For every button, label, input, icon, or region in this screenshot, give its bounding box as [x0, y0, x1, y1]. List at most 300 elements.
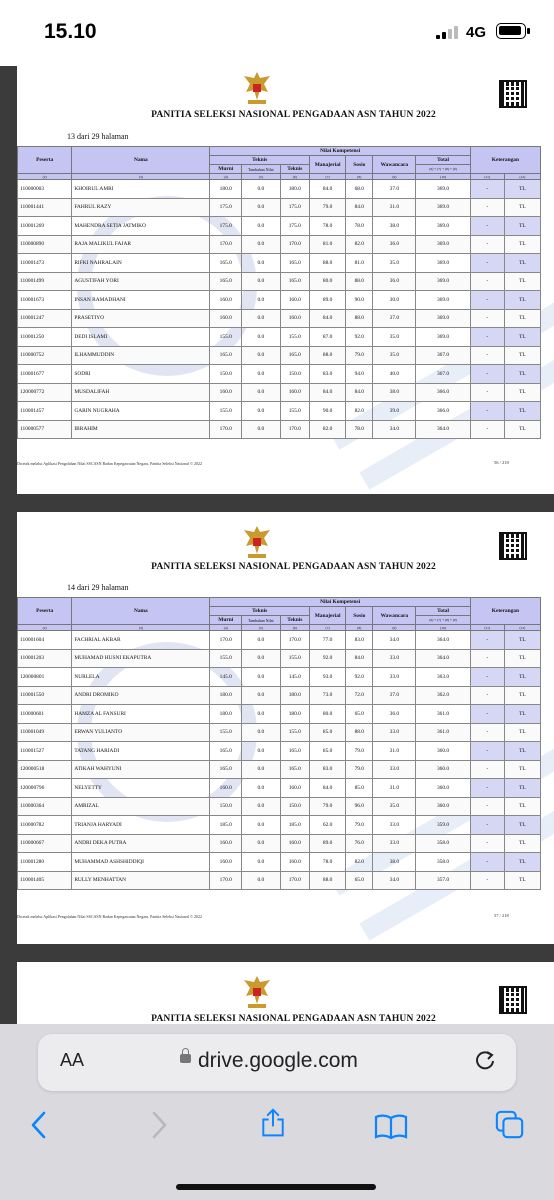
- score-total: 358.0: [416, 834, 470, 853]
- reader-options-button[interactable]: [60, 1050, 84, 1071]
- network-type: 4G: [466, 24, 487, 41]
- keterangan-code: -: [470, 686, 504, 705]
- participant-id: 110001203: [18, 649, 72, 668]
- score-sosio: 72.0: [346, 686, 373, 705]
- keterangan-status: TL: [504, 365, 540, 384]
- column-number: (4): [210, 625, 242, 631]
- participant-id: 110000782: [18, 816, 72, 835]
- participant-id: 110001247: [18, 309, 72, 328]
- score-teknis: 160.0: [280, 779, 309, 798]
- participant-name: NELYETTY: [72, 779, 210, 798]
- forward-icon[interactable]: [148, 1110, 170, 1140]
- participant-name: RIFKI NAHRALAIN: [72, 254, 210, 273]
- score-murni: 150.0: [210, 365, 242, 384]
- score-manajerial: 81.0: [309, 235, 345, 254]
- score-total: 369.0: [416, 309, 470, 328]
- header-murni: Murni: [210, 165, 242, 174]
- score-total: 369.0: [416, 291, 470, 310]
- score-teknis: 165.0: [280, 254, 309, 273]
- score-murni: 155.0: [210, 723, 242, 742]
- table-row: [18, 705, 541, 724]
- score-manajerial: 73.0: [309, 686, 345, 705]
- score-wawancara: 34.0: [373, 631, 416, 650]
- score-tambahan: 0.0: [242, 631, 280, 650]
- score-teknis: 170.0: [280, 631, 309, 650]
- table-row: [18, 420, 541, 439]
- score-wawancara: 34.0: [373, 871, 416, 890]
- results-table: [17, 146, 541, 439]
- score-total: 367.0: [416, 346, 470, 365]
- score-total: 364.0: [416, 420, 470, 439]
- garuda-emblem-icon: [240, 974, 274, 1010]
- score-tambahan: 0.0: [242, 705, 280, 724]
- table-row: [18, 328, 541, 347]
- participant-name: AGUSTIFAH YORI: [72, 272, 210, 291]
- keterangan-status: TL: [504, 779, 540, 798]
- score-sosio: 78.0: [346, 217, 373, 236]
- back-icon[interactable]: [28, 1110, 50, 1140]
- reload-icon[interactable]: [474, 1049, 496, 1071]
- score-teknis: 175.0: [280, 198, 309, 217]
- column-number: (9): [373, 625, 416, 631]
- score-wawancara: 35.0: [373, 797, 416, 816]
- participant-id: 110001457: [18, 402, 72, 421]
- keterangan-code: -: [470, 180, 504, 199]
- score-murni: 160.0: [210, 779, 242, 798]
- score-tambahan: 0.0: [242, 346, 280, 365]
- score-sosio: 90.0: [346, 291, 373, 310]
- table-row: [18, 309, 541, 328]
- score-teknis: 160.0: [280, 383, 309, 402]
- table-row: [18, 217, 541, 236]
- score-tambahan: 0.0: [242, 420, 280, 439]
- header-nama: Nama: [72, 598, 210, 625]
- score-tambahan: 0.0: [242, 198, 280, 217]
- score-sosio: 65.0: [346, 705, 373, 724]
- score-sosio: 88.0: [346, 723, 373, 742]
- score-murni: 180.0: [210, 705, 242, 724]
- score-wawancara: 30.0: [373, 291, 416, 310]
- score-total: 369.0: [416, 180, 470, 199]
- keterangan-code: -: [470, 420, 504, 439]
- score-tambahan: 0.0: [242, 723, 280, 742]
- table-row: [18, 779, 541, 798]
- score-wawancara: 33.0: [373, 834, 416, 853]
- bookmarks-icon[interactable]: [374, 1112, 408, 1142]
- qr-code-icon: [499, 532, 527, 560]
- score-murni: 155.0: [210, 402, 242, 421]
- keterangan-status: TL: [504, 649, 540, 668]
- share-icon[interactable]: [258, 1108, 288, 1138]
- keterangan-code: -: [470, 668, 504, 687]
- score-total: 357.0: [416, 871, 470, 890]
- qr-code-icon: [499, 80, 527, 108]
- score-wawancara: 37.0: [373, 309, 416, 328]
- results-table: [17, 597, 541, 890]
- keterangan-code: -: [470, 649, 504, 668]
- score-tambahan: 0.0: [242, 871, 280, 890]
- column-number: (11): [470, 625, 504, 631]
- score-wawancara: 31.0: [373, 742, 416, 761]
- score-murni: 150.0: [210, 797, 242, 816]
- participant-id: 120000796: [18, 779, 72, 798]
- participant-id: 110000667: [18, 834, 72, 853]
- keterangan-code: -: [470, 365, 504, 384]
- participant-name: KHOIRUL AMRI: [72, 180, 210, 199]
- score-murni: 155.0: [210, 328, 242, 347]
- score-tambahan: 0.0: [242, 402, 280, 421]
- score-tambahan: 0.0: [242, 797, 280, 816]
- score-teknis: 170.0: [280, 871, 309, 890]
- table-row: [18, 365, 541, 384]
- score-manajerial: 84.0: [309, 309, 345, 328]
- score-total: 360.0: [416, 742, 470, 761]
- score-sosio: 82.0: [346, 402, 373, 421]
- score-teknis: 170.0: [280, 235, 309, 254]
- score-murni: 155.0: [210, 649, 242, 668]
- score-sosio: 96.0: [346, 797, 373, 816]
- score-total: 364.0: [416, 631, 470, 650]
- score-manajerial: 82.0: [309, 420, 345, 439]
- header-peserta: Peserta: [18, 598, 72, 625]
- participant-id: 110000577: [18, 420, 72, 439]
- participant-id: 110001499: [18, 272, 72, 291]
- score-sosio: 94.0: [346, 365, 373, 384]
- score-sosio: 82.0: [346, 235, 373, 254]
- header-nilai-kompetensi: Nilai Kompetensi: [210, 147, 470, 156]
- score-manajerial: 88.0: [309, 871, 345, 890]
- score-wawancara: 38.0: [373, 383, 416, 402]
- score-total: 360.0: [416, 779, 470, 798]
- score-total: 364.0: [416, 649, 470, 668]
- participant-name: NURLELA: [72, 668, 210, 687]
- score-sosio: 84.0: [346, 649, 373, 668]
- column-number: (2): [18, 174, 72, 180]
- score-manajerial: 88.0: [309, 346, 345, 365]
- score-total: 360.0: [416, 797, 470, 816]
- score-wawancara: 33.0: [373, 723, 416, 742]
- participant-name: RAJA MALIKUL FAJAR: [72, 235, 210, 254]
- score-total: 361.0: [416, 723, 470, 742]
- score-tambahan: 0.0: [242, 760, 280, 779]
- score-manajerial: 88.0: [309, 254, 345, 273]
- table-row: [18, 853, 541, 872]
- score-wawancara: 35.0: [373, 328, 416, 347]
- participant-name: ERWAN YULIANTO: [72, 723, 210, 742]
- score-manajerial: 78.0: [309, 853, 345, 872]
- score-manajerial: 62.0: [309, 816, 345, 835]
- table-row: [18, 742, 541, 761]
- keterangan-status: TL: [504, 797, 540, 816]
- score-murni: 165.0: [210, 346, 242, 365]
- score-sosio: 88.0: [346, 309, 373, 328]
- page-footer: Dicetak melalui Aplikasi Pengolahan Nilai SSCASN Badan Kepegawaian Negara, Panitia Seleksi Nasional © 2022: [17, 461, 202, 466]
- score-total: 366.0: [416, 383, 470, 402]
- score-sosio: 79.0: [346, 760, 373, 779]
- keterangan-status: TL: [504, 853, 540, 872]
- keterangan-code: -: [470, 834, 504, 853]
- score-sosio: 88.0: [346, 272, 373, 291]
- score-sosio: 82.0: [346, 853, 373, 872]
- page-number: 56 / 218: [494, 460, 509, 465]
- score-wawancara: 40.0: [373, 365, 416, 384]
- participant-name: HAMZA AL FANSURI: [72, 705, 210, 724]
- column-number: (3): [72, 174, 210, 180]
- score-murni: 160.0: [210, 853, 242, 872]
- score-wawancara: 36.0: [373, 705, 416, 724]
- score-wawancara: 34.0: [373, 420, 416, 439]
- score-tambahan: 0.0: [242, 742, 280, 761]
- table-row: [18, 797, 541, 816]
- table-row: [18, 254, 541, 273]
- header-sosio: Sosio: [346, 607, 373, 625]
- participant-name: MUHAMMAD ASHSHIDDIQI: [72, 853, 210, 872]
- score-murni: 160.0: [210, 291, 242, 310]
- score-teknis: 160.0: [280, 834, 309, 853]
- score-murni: 165.0: [210, 760, 242, 779]
- score-wawancara: 37.0: [373, 686, 416, 705]
- table-row: [18, 180, 541, 199]
- keterangan-status: TL: [504, 291, 540, 310]
- keterangan-status: TL: [504, 198, 540, 217]
- participant-id: 110001604: [18, 631, 72, 650]
- score-murni: 175.0: [210, 198, 242, 217]
- table-row: [18, 272, 541, 291]
- score-sosio: 79.0: [346, 742, 373, 761]
- score-total: 360.0: [416, 760, 470, 779]
- participant-name: MUHAMAD HUSNI EKAPUTRA: [72, 649, 210, 668]
- header-wawancara: Wawancara: [373, 156, 416, 174]
- keterangan-status: TL: [504, 760, 540, 779]
- score-teknis: 160.0: [280, 309, 309, 328]
- score-tambahan: 0.0: [242, 180, 280, 199]
- score-sosio: 79.0: [346, 346, 373, 365]
- score-tambahan: 0.0: [242, 328, 280, 347]
- score-manajerial: 89.0: [309, 834, 345, 853]
- aa-label: AA: [60, 1050, 85, 1070]
- score-total: 359.0: [416, 816, 470, 835]
- table-row: [18, 871, 541, 890]
- score-sosio: 78.0: [346, 420, 373, 439]
- score-murni: 165.0: [210, 742, 242, 761]
- score-tambahan: 0.0: [242, 272, 280, 291]
- score-teknis: 160.0: [280, 291, 309, 310]
- header-tambahan-nilai: Tambahan Nilai: [242, 165, 280, 174]
- score-murni: 160.0: [210, 309, 242, 328]
- score-sosio: 79.0: [346, 816, 373, 835]
- score-manajerial: 80.0: [309, 705, 345, 724]
- participant-name: ATIKAH WAHYUNI: [72, 760, 210, 779]
- table-row: [18, 402, 541, 421]
- participant-name: ANDRI DEKA PUTRA: [72, 834, 210, 853]
- participant-name: IBRAHIM: [72, 420, 210, 439]
- keterangan-status: TL: [504, 272, 540, 291]
- header-peserta: Peserta: [18, 147, 72, 174]
- score-teknis: 180.0: [280, 705, 309, 724]
- tabs-icon[interactable]: [494, 1110, 526, 1140]
- score-teknis: 150.0: [280, 365, 309, 384]
- score-murni: 180.0: [210, 686, 242, 705]
- column-number: (7): [309, 625, 345, 631]
- table-row: [18, 631, 541, 650]
- score-manajerial: 78.0: [309, 217, 345, 236]
- participant-id: 110001527: [18, 742, 72, 761]
- score-wawancara: 38.0: [373, 853, 416, 872]
- keterangan-code: -: [470, 760, 504, 779]
- keterangan-status: TL: [504, 420, 540, 439]
- keterangan-status: TL: [504, 631, 540, 650]
- score-total: 361.0: [416, 705, 470, 724]
- score-manajerial: 77.0: [309, 631, 345, 650]
- score-murni: 145.0: [210, 668, 242, 687]
- garuda-emblem-icon: [240, 70, 274, 106]
- score-wawancara: 33.0: [373, 668, 416, 687]
- score-wawancara: 35.0: [373, 254, 416, 273]
- score-tambahan: 0.0: [242, 217, 280, 236]
- score-manajerial: 87.0: [309, 328, 345, 347]
- score-sosio: 84.0: [346, 198, 373, 217]
- score-sosio: 85.0: [346, 779, 373, 798]
- participant-name: ANDRI DROMIKO: [72, 686, 210, 705]
- keterangan-status: TL: [504, 834, 540, 853]
- keterangan-code: -: [470, 346, 504, 365]
- score-murni: 165.0: [210, 254, 242, 273]
- participant-name: TATANG HARIADI: [72, 742, 210, 761]
- score-manajerial: 85.0: [309, 723, 345, 742]
- score-wawancara: 33.0: [373, 816, 416, 835]
- keterangan-code: -: [470, 779, 504, 798]
- column-number: (2): [18, 625, 72, 631]
- column-number: (12): [504, 625, 540, 631]
- score-wawancara: 38.0: [373, 217, 416, 236]
- score-teknis: 165.0: [280, 272, 309, 291]
- score-tambahan: 0.0: [242, 365, 280, 384]
- participant-name: ILHAMMUDDIN: [72, 346, 210, 365]
- score-teknis: 180.0: [280, 180, 309, 199]
- keterangan-code: -: [470, 402, 504, 421]
- column-number: (5): [242, 174, 280, 180]
- score-wawancara: 36.0: [373, 272, 416, 291]
- score-teknis: 165.0: [280, 742, 309, 761]
- table-row: [18, 760, 541, 779]
- participant-id: 120000518: [18, 760, 72, 779]
- participant-name: INSAN RAMADHANI: [72, 291, 210, 310]
- participant-name: PRASETIYO: [72, 309, 210, 328]
- cellular-signal-icon: [436, 26, 458, 39]
- url-text[interactable]: drive.google.com: [198, 1049, 358, 1072]
- column-number: (9): [373, 174, 416, 180]
- participant-id: 110001280: [18, 853, 72, 872]
- score-total: 369.0: [416, 235, 470, 254]
- participant-name: RULLY MENHATTAN: [72, 871, 210, 890]
- header-teknis-group: Teknis: [210, 156, 310, 165]
- header-total: Total: [416, 607, 470, 616]
- participant-name: AMRIZAL: [72, 797, 210, 816]
- keterangan-status: TL: [504, 235, 540, 254]
- column-number: (11): [470, 174, 504, 180]
- score-manajerial: 93.0: [309, 668, 345, 687]
- header-teknis: Teknis: [280, 616, 309, 625]
- keterangan-code: -: [470, 723, 504, 742]
- score-tambahan: 0.0: [242, 383, 280, 402]
- score-teknis: 155.0: [280, 402, 309, 421]
- header-total-formula: (6) + (7) + (8) + (9): [416, 616, 470, 625]
- score-manajerial: 89.0: [309, 291, 345, 310]
- pdf-page: [17, 66, 554, 494]
- document-title: PANITIA SELEKSI NASIONAL PENGADAAN ASN TAHUN 2022: [151, 1014, 436, 1024]
- score-tambahan: 0.0: [242, 254, 280, 273]
- keterangan-code: -: [470, 383, 504, 402]
- participant-name: DEDI ISLAMI: [72, 328, 210, 347]
- participant-name: MAHENDRA SETIA JATMIKO: [72, 217, 210, 236]
- page-indicator: 14 dari 29 halaman: [67, 583, 129, 592]
- keterangan-status: TL: [504, 668, 540, 687]
- status-bar: [0, 0, 554, 66]
- score-wawancara: 31.0: [373, 198, 416, 217]
- header-teknis-group: Teknis: [210, 607, 310, 616]
- column-number: (6): [280, 174, 309, 180]
- participant-name: GARIN NUGRAHA: [72, 402, 210, 421]
- score-murni: 170.0: [210, 235, 242, 254]
- score-teknis: 155.0: [280, 649, 309, 668]
- header-total-formula: (6) + (7) + (8) + (9): [416, 165, 470, 174]
- status-time: 15.10: [44, 20, 97, 43]
- participant-id: 110001550: [18, 686, 72, 705]
- participant-id: 110001677: [18, 365, 72, 384]
- score-total: 369.0: [416, 272, 470, 291]
- score-tambahan: 0.0: [242, 686, 280, 705]
- keterangan-code: -: [470, 254, 504, 273]
- header-total: Total: [416, 156, 470, 165]
- score-manajerial: 79.0: [309, 797, 345, 816]
- score-murni: 185.0: [210, 816, 242, 835]
- pdf-page: [17, 962, 554, 1024]
- score-total: 367.0: [416, 365, 470, 384]
- participant-id: 110000890: [18, 235, 72, 254]
- keterangan-code: -: [470, 217, 504, 236]
- score-manajerial: 84.0: [309, 779, 345, 798]
- column-number: (4): [210, 174, 242, 180]
- header-sosio: Sosio: [346, 156, 373, 174]
- score-sosio: 83.0: [346, 631, 373, 650]
- column-number: (6): [280, 625, 309, 631]
- keterangan-code: -: [470, 328, 504, 347]
- document-title: PANITIA SELEKSI NASIONAL PENGADAAN ASN TAHUN 2022: [151, 562, 436, 572]
- header-murni: Murni: [210, 616, 242, 625]
- score-tambahan: 0.0: [242, 309, 280, 328]
- score-manajerial: 85.0: [309, 742, 345, 761]
- score-murni: 160.0: [210, 834, 242, 853]
- score-sosio: 76.0: [346, 834, 373, 853]
- home-indicator[interactable]: [176, 1184, 376, 1190]
- document-viewer[interactable]: [0, 66, 554, 1024]
- score-wawancara: 35.0: [373, 346, 416, 365]
- score-tambahan: 0.0: [242, 291, 280, 310]
- score-sosio: 68.0: [346, 180, 373, 199]
- table-row: [18, 686, 541, 705]
- table-row: [18, 291, 541, 310]
- score-teknis: 145.0: [280, 668, 309, 687]
- table-row: [18, 816, 541, 835]
- keterangan-status: TL: [504, 254, 540, 273]
- score-tambahan: 0.0: [242, 649, 280, 668]
- keterangan-code: -: [470, 198, 504, 217]
- keterangan-status: TL: [504, 309, 540, 328]
- score-manajerial: 83.0: [309, 760, 345, 779]
- keterangan-code: -: [470, 705, 504, 724]
- table-row: [18, 235, 541, 254]
- page-footer: Dicetak melalui Aplikasi Pengolahan Nilai SSCASN Badan Kepegawaian Negara, Panitia Seleksi Nasional © 2022: [17, 914, 202, 919]
